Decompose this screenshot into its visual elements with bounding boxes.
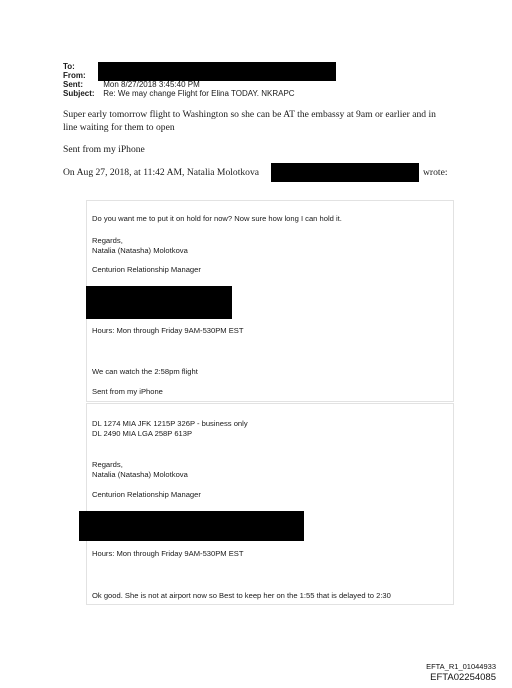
flight-line-2: DL 2490 MIA LGA 258P 613P [92, 429, 193, 438]
signature-title-2: Centurion Relationship Manager [92, 490, 201, 499]
bates-number-2: EFTA02254085 [430, 672, 496, 683]
ok-good-message: Ok good. She is not at airport now so Best to keep her on the 1:55 that is delayed to 2:30 [92, 591, 391, 600]
sent-from-iphone: Sent from my iPhone [63, 144, 145, 155]
quote-wrote: wrote: [423, 167, 448, 178]
redaction-contact-2 [79, 511, 304, 541]
body-line-2: line waiting for them to open [63, 122, 175, 133]
signature-name-2: Natalia (Natasha) Molotkova [92, 470, 188, 479]
redaction-contact-1 [86, 286, 232, 319]
from-label: From: [63, 71, 86, 80]
sent-from-iphone-2: Sent from my iPhone [92, 387, 163, 396]
signature-title-1: Centurion Relationship Manager [92, 265, 201, 274]
redaction-from [98, 62, 336, 81]
sent-value: Mon 8/27/2018 3:45:40 PM [103, 80, 200, 89]
regards-2: Regards, [92, 460, 123, 469]
subject-line [63, 89, 295, 99]
regards-1: Regards, [92, 236, 123, 245]
sent-label: Sent: [63, 80, 83, 89]
bates-number-1: EFTA_R1_01044933 [426, 662, 496, 671]
flight-line-1: DL 1274 MIA JFK 1215P 326P - business only [92, 419, 248, 428]
to-label: To: [63, 62, 75, 71]
hold-question: Do you want me to put it on hold for now? Now sure how long I can hold it. [92, 214, 342, 223]
signature-name-1: Natalia (Natasha) Molotkova [92, 246, 188, 255]
subject-value: Re: We may change Flight for Elina TODAY. NKRAPC [103, 89, 295, 98]
body-line-1: Super early tomorrow flight to Washington so she can be AT the embassy at 9am or earlier and in [63, 109, 436, 120]
body-paragraph [63, 108, 473, 134]
redaction-email [271, 163, 419, 182]
hours-2: Hours: Mon through Friday 9AM-530PM EST [92, 549, 244, 558]
quote-intro: On Aug 27, 2018, at 11:42 AM, Natalia Molotkova [63, 167, 260, 178]
flight-watch-note: We can watch the 2:58pm flight [92, 367, 198, 376]
subject-label: Subject: [63, 89, 95, 98]
hours-1: Hours: Mon through Friday 9AM-530PM EST [92, 326, 244, 335]
